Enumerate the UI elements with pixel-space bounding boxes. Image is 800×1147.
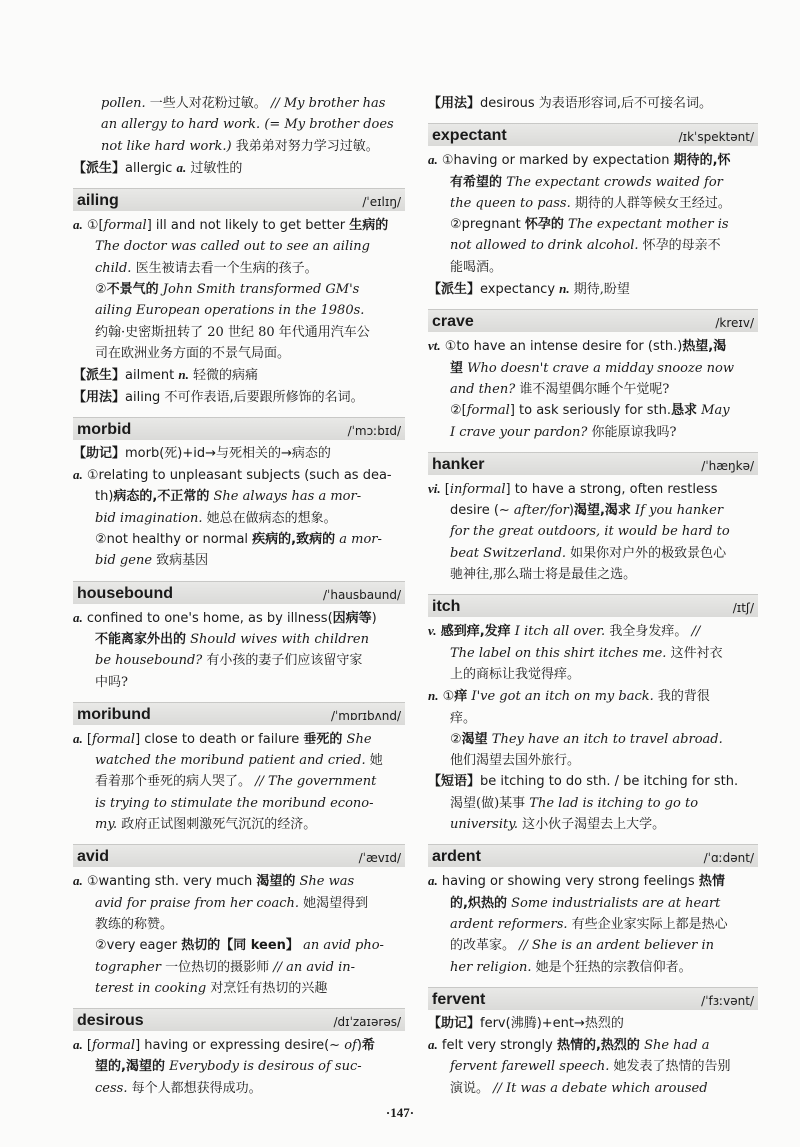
text-line — [428, 564, 758, 585]
entry-header-desirous — [73, 1008, 405, 1031]
headword: crave — [432, 313, 474, 331]
text-line — [428, 870, 758, 892]
text-segment: desirous 为表语形容词,后不可接名词。 — [480, 96, 712, 111]
text-segment: 【短语】 — [428, 774, 481, 790]
text-line — [73, 672, 405, 693]
text-line — [428, 771, 758, 792]
text-segment: 【派生】 — [428, 282, 481, 298]
text-line — [73, 550, 405, 571]
text-line — [428, 664, 758, 685]
text-line — [73, 236, 405, 257]
text-segment: 【助记】 — [73, 445, 126, 461]
text-segment: 的,炽热的 — [450, 895, 507, 911]
text-segment: not allowed to drink alcohol. — [450, 238, 639, 254]
headword: ardent — [432, 848, 481, 866]
text-segment: 你能原谅我吗? — [587, 424, 677, 440]
text-segment: 演说。 — [450, 1080, 490, 1096]
entry-header-expectant — [428, 123, 758, 146]
text-segment: formal — [103, 218, 147, 234]
text-line — [73, 814, 405, 835]
text-line — [428, 685, 758, 707]
text-segment: 每个人都想获得成功。 — [127, 1080, 262, 1096]
text-segment: 不景气的 — [106, 282, 159, 298]
text-segment: informal — [449, 481, 506, 497]
text-segment: 痒 — [454, 689, 468, 705]
text-segment: // The government — [251, 774, 377, 790]
text-segment: a. — [176, 159, 187, 175]
text-segment: ] close to death or failure — [135, 731, 304, 747]
text-segment: May — [697, 403, 730, 419]
text-segment: I itch all over. — [510, 624, 606, 640]
text-segment: ②[ — [450, 403, 467, 419]
text-segment: 因病等 — [332, 610, 372, 626]
text-segment: formal — [91, 731, 136, 747]
text-segment: felt very strongly — [437, 1038, 557, 1054]
text-line — [428, 214, 758, 235]
text-segment: fervent farewell speech. — [450, 1059, 610, 1075]
text-segment: // an avid in- — [269, 959, 356, 975]
text-line — [73, 1056, 405, 1077]
text-segment: 约翰·史密斯扭转了 20 世纪 80 年代通用汽车公 — [95, 324, 370, 340]
text-segment: 期待,盼望 — [569, 282, 630, 298]
text-line — [428, 93, 758, 114]
text-segment: She always has a mor- — [209, 489, 362, 505]
text-segment: not like hard work.) — [101, 138, 232, 154]
text-segment: ] ill and not likely to get better — [146, 218, 350, 234]
text-line — [428, 1078, 758, 1099]
text-segment: She had a — [639, 1038, 710, 1054]
text-segment: ) — [568, 503, 574, 519]
text-segment: and then? — [450, 381, 516, 397]
text-line — [428, 478, 758, 500]
text-line — [73, 771, 405, 792]
text-segment: 能喝酒。 — [450, 259, 503, 275]
text-segment: 【助记】 — [428, 1015, 481, 1031]
text-line — [428, 521, 758, 542]
text-segment: 她发表了热情的告别 — [609, 1059, 731, 1075]
text-segment: formal — [91, 1038, 136, 1054]
text-segment: 望的,渴望的 — [95, 1059, 165, 1075]
headword: fervent — [432, 990, 486, 1008]
text-segment: 期待的,怀 — [673, 153, 731, 169]
text-segment: having or showing very strong feelings — [437, 874, 699, 890]
text-segment: a. — [73, 873, 83, 889]
text-segment: 谁不渴望偶尔睡个午觉呢? — [515, 381, 670, 397]
text-line — [428, 893, 758, 914]
text-segment: ailing 不可作表语,后要跟所修饰的名词。 — [125, 389, 364, 405]
text-segment: a mor- — [335, 532, 382, 548]
text-segment: 他们渴望去国外旅行。 — [450, 753, 581, 769]
text-segment: 感到痒,发痒 — [440, 624, 511, 640]
headword: itch — [432, 598, 461, 616]
text-segment: n. — [178, 367, 189, 383]
text-line — [73, 464, 405, 486]
text-line — [73, 650, 405, 671]
text-line — [428, 1056, 758, 1077]
text-segment: 垂死的 — [303, 731, 343, 747]
text-line — [73, 214, 405, 236]
text-segment: // My brother has — [266, 96, 386, 111]
text-line — [73, 258, 405, 279]
entry-header-morbid — [73, 417, 405, 440]
text-segment: th) — [95, 489, 114, 505]
text-line — [73, 935, 405, 956]
text-segment: ①relating to unpleasant subjects (such as dea- — [82, 468, 392, 484]
text-segment: 有希望的 — [450, 174, 503, 190]
text-line — [428, 643, 758, 664]
text-segment: Who doesn't crave a midday snooze now — [463, 360, 735, 376]
text-segment: a. — [73, 217, 83, 233]
text-segment: be itching to do sth. / be itching for sth. — [480, 774, 739, 790]
text-segment: beat Switzerland. — [450, 545, 567, 561]
text-segment: 热情的,热烈的 — [556, 1038, 640, 1054]
pronunciation: /ˈmɒrɪbʌnd/ — [330, 708, 401, 723]
text-segment: ] to ask seriously for sth. — [509, 403, 671, 419]
text-segment: ailing European operations in the 1980s. — [95, 303, 365, 319]
entry-header-crave — [428, 309, 758, 332]
text-line — [73, 136, 405, 157]
text-segment: a. — [428, 152, 438, 168]
text-segment: 她总在做病态的想象。 — [202, 510, 337, 526]
pronunciation: /ˈeɪlɪŋ/ — [362, 195, 401, 210]
text-segment: 这件衬衣 — [666, 645, 723, 661]
text-line — [428, 379, 758, 400]
text-segment: Should wives with children — [186, 631, 369, 647]
text-line — [428, 193, 758, 214]
text-segment: a. — [73, 1037, 83, 1053]
text-line — [73, 157, 405, 179]
text-line — [428, 400, 758, 421]
text-segment: 渴望,渴求 — [573, 503, 631, 519]
entry-header-ardent — [428, 844, 758, 867]
text-segment: ② — [450, 731, 462, 747]
text-segment: 一些人对花粉过敏。 — [145, 96, 267, 111]
text-segment: 她是个狂热的宗教信仰者。 — [531, 959, 692, 975]
headword: avid — [77, 848, 110, 866]
pronunciation: /ɪtʃ/ — [732, 601, 754, 616]
pronunciation: /ˈhausbaund/ — [323, 587, 401, 602]
text-segment: 我的背很 — [653, 689, 710, 705]
text-line — [73, 914, 405, 935]
text-line — [73, 793, 405, 814]
text-segment: 上的商标让我觉得痒。 — [450, 666, 581, 682]
text-line — [428, 620, 758, 642]
text-segment: her religion. — [450, 959, 532, 975]
left-column — [73, 93, 405, 1099]
text-segment: 热情 — [698, 874, 725, 890]
text-line — [428, 358, 758, 379]
text-segment: confined to one's home, as by illness( — [82, 610, 333, 626]
pronunciation: /ˈɑːdənt/ — [703, 851, 754, 866]
text-line — [428, 235, 758, 256]
text-segment: pollen. — [101, 96, 146, 111]
text-segment: 有小孩的妻子们应该留守家 — [202, 653, 363, 669]
text-segment: The doctor was called out to see an ailing — [95, 239, 370, 255]
text-segment: 疾病的,致病的 — [252, 532, 336, 548]
text-segment: ①to have an intense desire for (sth.) — [440, 339, 683, 355]
text-segment: ①having or marked by expectation — [437, 153, 674, 169]
text-segment: my. — [95, 817, 118, 833]
text-segment: ferv(沸腾)+ent→热烈的 — [480, 1015, 624, 1031]
text-segment: 这小伙子渴望去上大学。 — [517, 817, 666, 833]
text-line — [428, 1034, 758, 1056]
text-line — [73, 978, 405, 999]
text-line — [73, 1034, 405, 1056]
text-segment: 【用法】 — [73, 389, 126, 405]
text-segment: tographer — [95, 959, 161, 975]
text-segment: Some industrialists are at heart — [506, 895, 721, 911]
text-segment: 我弟弟对努力学习过敏。 — [231, 138, 379, 154]
text-segment: 如果你对户外的极致景色心 — [566, 545, 727, 561]
entry-header-itch — [428, 594, 758, 617]
text-segment: 中吗? — [95, 674, 128, 690]
text-segment: They have an itch to travel abroad. — [487, 731, 723, 747]
entry-header-moribund — [73, 702, 405, 725]
text-segment: ] to have a strong, often restless — [505, 481, 718, 497]
text-segment: 热望,渴 — [682, 339, 727, 355]
text-line — [428, 1013, 758, 1034]
pronunciation: /dɪˈzaɪərəs/ — [333, 1015, 401, 1030]
text-segment: ①wanting sth. very much — [82, 874, 257, 890]
text-segment: 轻微的病痛 — [188, 368, 258, 384]
text-segment: The label on this shirt itches me. — [450, 645, 667, 661]
text-line — [428, 957, 758, 978]
text-segment: 的改革家。 — [450, 938, 516, 954]
text-line — [428, 708, 758, 729]
text-line — [73, 1078, 405, 1099]
entry-header-ailing — [73, 188, 405, 211]
text-line — [73, 870, 405, 892]
text-segment: the queen to pass. — [450, 195, 571, 211]
text-segment: expectancy — [480, 282, 560, 298]
text-line — [428, 750, 758, 771]
text-segment: 痒。 — [450, 710, 477, 726]
text-segment: She — [342, 731, 372, 747]
text-segment: an allergy to hard work. (= My brother does — [101, 117, 394, 133]
text-line — [428, 543, 758, 564]
text-line — [73, 364, 405, 386]
text-line — [73, 300, 405, 321]
text-segment: 对烹饪有热切的兴趣 — [206, 980, 328, 996]
text-segment: a. — [428, 873, 438, 889]
text-segment: watched the moribund patient and cried. — [95, 753, 366, 769]
text-segment: for the great outdoors, it would be hard to — [450, 524, 730, 540]
text-segment: 【用法】 — [428, 96, 481, 111]
text-segment: university. — [450, 817, 518, 833]
text-segment: vt. — [428, 338, 441, 354]
text-segment: bid gene — [95, 553, 153, 569]
entry-header-hanker — [428, 452, 758, 475]
text-segment: 驰神往,那么瑞士将是最佳之选。 — [450, 567, 637, 583]
text-line — [428, 278, 758, 300]
text-segment: of — [344, 1038, 357, 1054]
text-line — [428, 814, 758, 835]
text-segment: after/for — [513, 503, 569, 519]
text-segment: v. — [428, 623, 437, 639]
text-segment: 医生被请去看一个生病的孩子。 — [131, 260, 318, 276]
headword: desirous — [77, 1012, 144, 1030]
text-segment: 过敏性的 — [186, 160, 243, 176]
pronunciation: /ˈævɪd/ — [358, 851, 401, 866]
text-segment: If you hanker — [630, 503, 724, 519]
text-segment: 政府正试图刺激死气沉沉的经济。 — [117, 817, 317, 833]
text-segment: terest in cooking — [95, 980, 207, 996]
text-segment: cess. — [95, 1080, 128, 1096]
text-segment: be housebound? — [95, 653, 203, 669]
text-segment: // — [687, 624, 701, 640]
text-segment: // It was a debate which aroused — [489, 1080, 708, 1096]
text-segment: 渴望 — [461, 731, 488, 747]
text-segment: I've got an itch on my back. — [467, 689, 654, 705]
headword: morbid — [77, 420, 132, 438]
entry-header-housebound — [73, 581, 405, 604]
text-line — [73, 387, 405, 408]
text-segment: ailment — [125, 368, 179, 384]
text-segment: a. — [428, 1037, 438, 1053]
text-segment: 【派生】 — [73, 160, 126, 176]
text-segment: [ — [440, 481, 450, 497]
entry-header-avid — [73, 844, 405, 867]
text-segment: vi. — [428, 480, 441, 496]
text-segment: ) — [356, 1038, 362, 1054]
text-segment: 希 — [361, 1038, 375, 1054]
right-column — [428, 93, 758, 1099]
text-segment: a. — [73, 467, 83, 483]
text-segment: The expectant mother is — [563, 217, 729, 233]
text-line — [428, 914, 758, 935]
text-segment: 生病的 — [349, 218, 389, 234]
text-line — [428, 793, 758, 814]
entry-header-fervent — [428, 987, 758, 1010]
text-segment: 一位热切的摄影师 — [160, 959, 270, 975]
text-line — [73, 508, 405, 529]
text-line — [73, 607, 405, 629]
pronunciation: /ˈhæŋkə/ — [701, 458, 754, 473]
text-segment: 致病基因 — [152, 553, 209, 569]
text-segment: [ — [82, 731, 92, 747]
text-segment: 她 — [365, 753, 383, 769]
text-segment: ① — [438, 689, 455, 705]
text-line — [428, 172, 758, 193]
text-line — [428, 729, 758, 750]
text-segment: 期待的人群等候女王经过。 — [570, 195, 731, 211]
text-segment: desire (~ — [450, 503, 514, 519]
text-line — [73, 728, 405, 750]
text-line — [73, 629, 405, 650]
headword: hanker — [432, 455, 485, 473]
text-segment: avid for praise from her coach. — [95, 895, 300, 911]
text-segment: 望 — [450, 360, 464, 376]
text-segment: n. — [428, 688, 439, 704]
text-line — [428, 335, 758, 357]
text-segment: ②not healthy or normal — [95, 532, 253, 548]
text-segment: John Smith transformed GM's — [158, 282, 360, 298]
text-segment: 病态的,不正常的 — [113, 489, 210, 505]
pronunciation: /ɪkˈspektənt/ — [678, 130, 754, 145]
text-line — [428, 935, 758, 956]
text-line — [428, 149, 758, 171]
text-segment: ②very eager — [95, 938, 182, 954]
text-segment: 看着那个垂死的病人哭了。 — [95, 774, 252, 790]
pronunciation: /ˈfɜːvənt/ — [701, 993, 754, 1008]
text-segment: The expectant crowds waited for — [502, 174, 723, 190]
text-line — [73, 750, 405, 771]
text-line — [73, 486, 405, 507]
text-segment: 热切的【同 keen】 — [181, 938, 299, 954]
text-line — [428, 257, 758, 278]
text-segment: The lad is itching to go to — [525, 795, 699, 811]
headword: housebound — [77, 584, 173, 602]
text-segment: ② — [95, 282, 107, 298]
headword: moribund — [77, 705, 151, 723]
text-segment: 我全身发痒。 — [605, 624, 688, 640]
text-line — [73, 957, 405, 978]
text-line — [73, 93, 405, 114]
text-segment: child. — [95, 260, 132, 276]
text-line — [73, 529, 405, 550]
text-segment: a. — [73, 609, 83, 625]
text-line — [73, 322, 405, 343]
text-line — [73, 114, 405, 135]
text-segment: She was — [295, 874, 355, 890]
text-segment: 恳求 — [671, 403, 698, 419]
text-segment: an avid pho- — [298, 938, 384, 954]
text-line — [73, 279, 405, 300]
page-number: ·147· — [385, 1105, 415, 1120]
text-segment: ] having or expressing desire(~ — [135, 1038, 345, 1054]
text-line — [73, 443, 405, 464]
text-segment: ②pregnant — [450, 217, 525, 233]
text-segment: allergic — [125, 160, 177, 176]
text-segment: formal — [466, 403, 510, 419]
text-segment: 司在欧洲业务方面的不景气局面。 — [95, 345, 291, 361]
text-line — [428, 422, 758, 443]
text-segment: Everybody is desirous of suc- — [164, 1059, 362, 1075]
text-segment: 她渴望得到 — [299, 895, 369, 911]
text-segment: morb(死)+id→与死相关的→病态的 — [125, 445, 331, 461]
text-segment: I crave your pardon? — [450, 424, 588, 440]
text-segment: 不能离家外出的 — [95, 631, 187, 647]
text-segment: n. — [559, 281, 570, 297]
text-segment: is trying to stimulate the moribund econo- — [95, 795, 374, 811]
pronunciation: /ˈmɔːbɪd/ — [347, 423, 401, 438]
text-segment: 渴望(做)某事 — [450, 795, 526, 811]
text-segment: 渴望的 — [256, 874, 296, 890]
text-segment: // She is an ardent believer in — [515, 938, 715, 954]
headword: ailing — [77, 192, 119, 210]
headword: expectant — [432, 127, 507, 145]
text-segment: [ — [82, 1038, 92, 1054]
text-segment: 有些企业家实际上都是热心 — [567, 916, 728, 932]
text-segment: 【派生】 — [73, 368, 126, 384]
text-line — [428, 500, 758, 521]
text-segment: 怀孕的 — [524, 217, 564, 233]
text-segment: bid imagination. — [95, 510, 203, 526]
text-segment: 教练的称赞。 — [95, 916, 174, 932]
text-segment: ardent reformers. — [450, 916, 568, 932]
text-segment: ) — [371, 610, 377, 626]
text-line — [73, 893, 405, 914]
pronunciation: /kreɪv/ — [715, 316, 754, 331]
text-segment: a. — [73, 730, 83, 746]
text-segment: ①[ — [82, 218, 104, 234]
text-segment: 怀孕的母亲不 — [638, 238, 721, 254]
text-line — [73, 343, 405, 364]
